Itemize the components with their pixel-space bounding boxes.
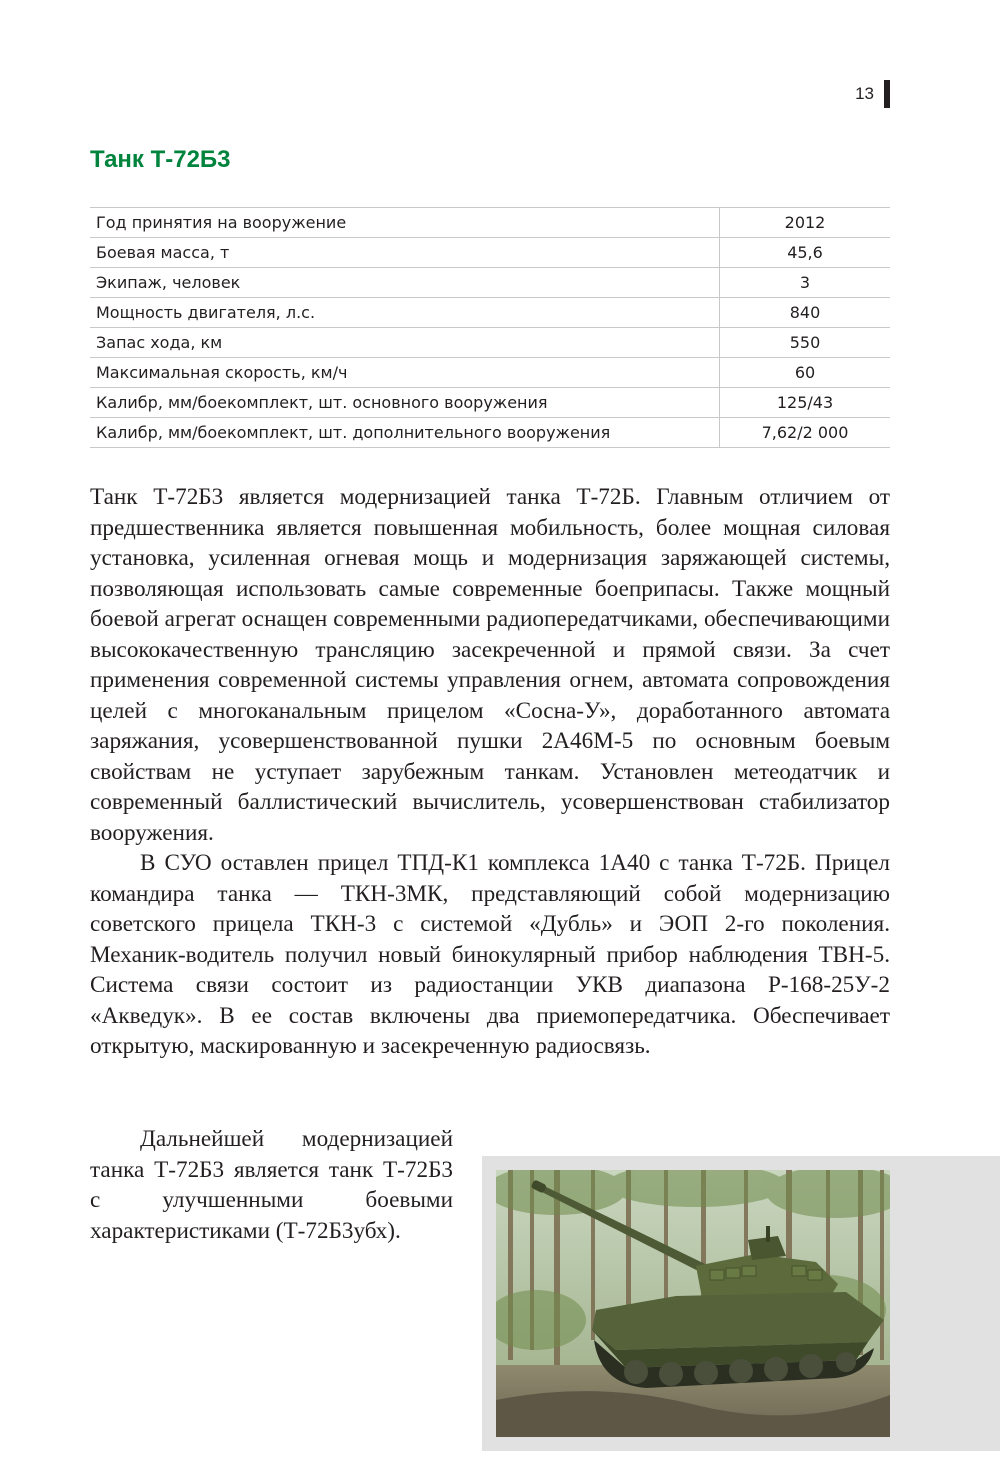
table-row [90,298,890,328]
specs-table [90,207,890,448]
spec-value: 125/43 [720,388,891,418]
spec-value: 60 [720,358,891,388]
spec-label: Мощность двигателя, л.с. [90,298,720,328]
table-row [90,328,890,358]
page-number: 13 [855,84,874,103]
table-row [90,358,890,388]
page-number-block [855,80,890,108]
spec-label: Калибр, мм/боекомплект, шт. основного вооружения [90,388,720,418]
spec-value: 45,6 [720,238,891,268]
body-text [90,482,890,1062]
page-marker-bar [884,80,890,108]
paragraph-3: Дальнейшей модернизацией танка Т-72Б3 является танк Т-72Б3 с улучшенными боевыми характеристиками (Т-72Б3убх). [90,1126,453,1244]
paragraph-1: Танк Т-72Б3 является модернизацией танка Т-72Б. Главным отличием от предшественника является повышенная мобильность, более мощная силовая установка, усиленная огневая мощь и модернизация заряжающей системы, позволяющая использовать самые современные боеприпасы. Также мощный боевой агрегат оснащен современными радиопередатчиками, обеспечивающими высококачественную трансляцию засекреченной и прямой связи. За счет применения современной системы управления огнем, автомата сопровождения целей с многоканальным прицелом «Сосна-У», доработанного автомата заряжания, усовершенствованной пушки 2А46М-5 по основным боевым свойствам не уступает зарубежным танкам. Установлен метеодатчик и современный баллистический вычислитель, усовершенствован стабилизатор вооружения. [90,484,890,846]
spec-label: Экипаж, человек [90,268,720,298]
spec-label: Калибр, мм/боекомплект, шт. дополнительного вооружения [90,418,720,448]
page-title: Танк Т-72Б3 [90,146,231,173]
spec-value: 840 [720,298,891,328]
photo-panel [482,1156,1000,1451]
spec-value: 2012 [720,208,891,238]
spec-label: Максимальная скорость, км/ч [90,358,720,388]
table-row [90,268,890,298]
table-row [90,418,890,448]
spec-value: 550 [720,328,891,358]
spec-value: 3 [720,268,891,298]
table-row [90,238,890,268]
spec-label: Запас хода, км [90,328,720,358]
spec-label: Год принятия на вооружение [90,208,720,238]
table-row [90,388,890,418]
spec-label: Боевая масса, т [90,238,720,268]
table-row [90,208,890,238]
tank-photo [496,1170,890,1437]
spec-value: 7,62/2 000 [720,418,891,448]
paragraph-2: В СУО оставлен прицел ТПД-К1 комплекса 1А40 с танка Т-72Б. Прицел командира танка — ТКН-3МК, представляющий собой модернизацию советского прицела ТКН-3 с системой «Дубль» и ЭОП 2-го поколения. Механик-водитель получил новый бинокулярный прибор наблюдения ТВН-5. Система связи состоит из радиостанции УКВ диапазона Р-168-25У-2 «Акведук». В ее состав включены два приемопередатчика. Обеспечивает открытую, маскированную и засекреченную радиосвязь. [90,850,890,1059]
